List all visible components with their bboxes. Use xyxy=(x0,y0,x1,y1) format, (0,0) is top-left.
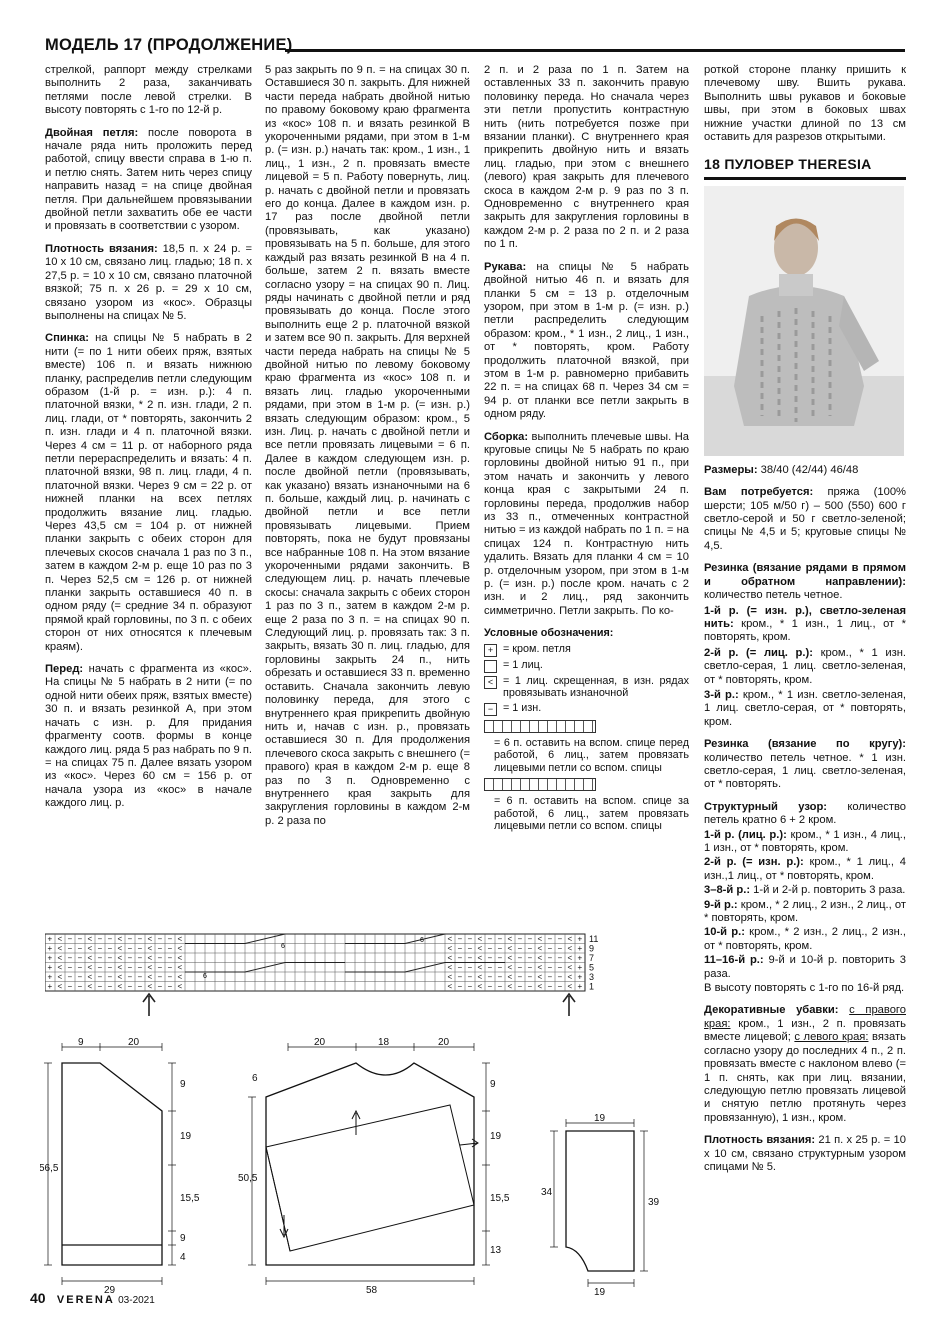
stitch-symbol: − xyxy=(127,972,133,982)
row-label: 7 xyxy=(589,953,595,963)
stitch-symbol: − xyxy=(547,963,553,972)
stitch-symbol: < xyxy=(477,944,483,953)
stitch-symbol: − xyxy=(167,934,173,944)
dim-label: 15,5 xyxy=(490,1193,510,1204)
stitch-symbol: < xyxy=(507,972,513,982)
dim-label: 19 xyxy=(180,1131,192,1142)
stitch-symbol: − xyxy=(547,934,553,944)
stitch-symbol: < xyxy=(567,963,573,972)
stitch-symbol: + xyxy=(47,982,53,991)
stitch-symbol: < xyxy=(117,963,123,972)
stitch-symbol: < xyxy=(57,982,63,991)
stitch-symbol: < xyxy=(537,953,543,963)
stitch-symbol: < xyxy=(147,953,153,963)
stitch-symbol: − xyxy=(527,963,533,972)
paragraph: 3–8-й р.: 1-й и 2-й р. повторить 3 раза. xyxy=(704,884,906,897)
stitch-symbol: < xyxy=(537,963,543,972)
stitch-symbol: − xyxy=(77,963,83,972)
stitch-symbol: − xyxy=(517,963,523,972)
twisted-stitch-icon: < xyxy=(484,676,497,689)
stitch-symbol: − xyxy=(487,944,493,953)
purl-stitch-icon: − xyxy=(484,703,497,716)
stitch-symbol: − xyxy=(527,944,533,953)
stitch-symbol: − xyxy=(97,963,103,972)
stitch-symbol: < xyxy=(567,934,573,944)
dim-label: 13 xyxy=(490,1245,502,1256)
stitch-symbol: < xyxy=(177,982,183,991)
stitch-symbol: < xyxy=(447,972,453,982)
stitch-symbol: − xyxy=(467,972,473,982)
stitch-symbol: − xyxy=(67,934,73,944)
stitch-symbol: − xyxy=(487,972,493,982)
stitch-symbol: < xyxy=(87,963,93,972)
stitch-symbol: − xyxy=(97,972,103,982)
stitch-chart xyxy=(45,930,605,1020)
stitch-symbol: < xyxy=(117,953,123,963)
stitch-symbol: − xyxy=(557,972,563,982)
stitch-symbol: − xyxy=(557,934,563,944)
stitch-symbol: − xyxy=(497,944,503,953)
edge-stitch-icon: + xyxy=(484,644,497,657)
dim-label: 9 xyxy=(180,1233,186,1244)
paragraph: Спинка: на спицы № 5 набрать в 2 нити (= по 1 нити обеих пряж, взятых вместе) 106 п. и вязать нижнюю планку, распределив петли следующим образом (1-й р. = изн. р.): 4 п. платочной вязки, * 2 п. изн. глади, 2 п. лиц. глади, от * повторять, закончить 2 п. изн. глади и 4 п. платочной вязки. Через 4 см = 11 р. от наборного ряда петли перераспределить и вязать: 4 п. платочной вязки, 98 п. лиц. глади, 4 п. платочной вязки. Через 9 см = 22 р. от нижней планки на всех петлях продолжить вязание лиц. гладью. Через 43,5 см = 104 р. от нижней планки закрыть с обеих сторон для плечевых скосов сначала 1 раз по 3 п., затем в каждом 2-м р. еще 10 раз по 3 п. Через 52,5 см = 126 р. от нижней планки закрыть оставшиеся 40 п. в одном ряду (= средние 34 п. образуют прямой край горловины, по 3 п. с обеих сторон от них относятся к плечевым краям). xyxy=(45,332,252,653)
stitch-symbol: + xyxy=(577,982,583,991)
stitch-symbol: < xyxy=(537,972,543,982)
stitch-symbol: − xyxy=(497,982,503,991)
stitch-symbol: − xyxy=(127,963,133,972)
header-rule xyxy=(285,49,905,52)
dim-label: 56,5 xyxy=(40,1163,59,1174)
stitch-symbol: < xyxy=(447,934,453,944)
stitch-symbol: − xyxy=(457,934,463,944)
stitch-symbol: − xyxy=(67,963,73,972)
paragraph: 9-й р.: кром., * 2 лиц., 2 изн., 2 лиц., от * повторять, кром. xyxy=(704,898,906,925)
stitch-symbol: − xyxy=(467,953,473,963)
stitch-symbol: < xyxy=(567,972,573,982)
stitch-symbol: − xyxy=(157,963,163,972)
stitch-symbol: − xyxy=(527,982,533,991)
dim-label: 20 xyxy=(128,1037,140,1048)
stitch-symbol: − xyxy=(517,944,523,953)
cable-front-icon xyxy=(484,720,596,733)
paragraph: 5 раз закрыть по 9 п. = на спицах 30 п. Оставшиеся 30 п. закрыть. Для нижней части переда набрать двойной нитью по правому боковому краю фрагмента из «кос» 108 п. и вязать резинкой В укороченными рядами, при этом в 1-м р. (= изн. р.) начать так: кром., 1 изн., 1 лиц., 1 изн., 2 п. провязать вместе лицевой = 5 п. Работу повернуть, лиц. р. начать с двойной петли и провязать его до конца. Далее в каждом изн. р. 17 раз после двойной петли (провязывать, как указано) провязывать на 5 п. больше, для этого каждый раз вязать резинкой В на 4 п. больше, затем 2 п. вязать вместе согласно узору = на спицах 90 п. Лиц. ряды начинать с двойной петли и ряд провязывать до конца. После этого выполнить еще 2 р. платочной вязкой и затем все 90 п. закрыть. Для верхней части переда набрать на спицы № 5 двойной нитью по левому боковому краю фрагмента из «кос» 108 п. и вязать лиц. гладью укороченными рядами, при этом в 1-м р. (= изн. р.) вязать следующим образом: кром., 5 изн. Лиц. р. начать с двойной петли и все петли провязать лицевыми = 6 п. Далее в каждом следующем изн. р. после двойной петли (провязывать, как указано) вязать изнаночными на 6 п. больше, каждый лиц. р. начинать с двойной петли и все петли провязывать лицевыми. Прием повторять, пока не будут провязаны все набранные 108 п. На этом вязание укороченными рядами закончить. В следующем лиц. р. начать плечевые скосы: сначала закрыть с обеих сторон 1 раз по 3 п., затем в каждом 2-м р. еще 2 раза по 3 п. = на спицах 90 п. Следующий лиц. р. провязать так: 3 п. закрыть, вязать 30 п. лиц. гладью, для горловины закрыть 24 п., нить обрезать и оставшиеся 33 п. временно оставить. Сначала закончить левую половинку переда, для этого с внутреннего края прикрепить двойную нить и, начав с изн. р., провязать оставшиеся 30 п. Для продолжения плечевого скоса закрыть с внешнего (= правого) края в каждом 2-м р. еще 8 раз по 3 п. Одновременно с внутреннего края закрыть для закругления горловины в каждом 2-м р. 2 раза по xyxy=(265,64,471,827)
stitch-symbol: − xyxy=(517,972,523,982)
stitch-symbol: + xyxy=(47,944,53,953)
stitch-symbol: < xyxy=(147,972,153,982)
stitch-symbol: − xyxy=(107,972,113,982)
stitch-symbol: − xyxy=(157,982,163,991)
stitch-symbol: − xyxy=(557,953,563,963)
stitch-symbol: − xyxy=(97,982,103,991)
stitch-symbol: − xyxy=(107,934,113,944)
stitch-symbol: − xyxy=(137,963,143,972)
stitch-symbol: − xyxy=(67,944,73,953)
stitch-symbol: < xyxy=(507,944,513,953)
stitch-symbol: − xyxy=(517,953,523,963)
dim-label: 4 xyxy=(180,1252,186,1263)
section-title: 18 ПУЛОВЕР THERESIA xyxy=(704,158,906,179)
stitch-symbol: < xyxy=(147,963,153,972)
stitch-symbol: − xyxy=(527,953,533,963)
stitch-symbol: + xyxy=(577,934,583,944)
knit-stitch-icon xyxy=(484,660,497,673)
stitch-symbol: − xyxy=(457,944,463,953)
stitch-chart-grid xyxy=(45,930,605,1020)
stitch-symbol: < xyxy=(537,982,543,991)
paragraph: Двойная петля: после поворота в начале ряда нить проложить перед работой, спицу ввести справа в 1-ю п. и петлю снять. Затем нить через спицу направить назад = на спице двойная петля. При дальнейшем провязывании двойной петли захватить обе ее части и провязать в соответствии с узором. xyxy=(45,126,252,233)
dim-label: 19 xyxy=(490,1131,502,1142)
stitch-symbol: < xyxy=(507,963,513,972)
dim-label: 19 xyxy=(594,1287,606,1298)
paragraph: 1-й р. (= изн. р.), светло-зеленая нить: кром., * 1 изн., 1 лиц., от * повторять, кром. xyxy=(704,604,906,644)
stitch-symbol: < xyxy=(87,934,93,944)
stitch-symbol: − xyxy=(167,982,173,991)
stitch-symbol: − xyxy=(77,982,83,991)
stitch-symbol: − xyxy=(97,934,103,944)
row-label: 3 xyxy=(589,972,595,982)
arrow-right-icon xyxy=(563,994,575,1016)
stitch-symbol: < xyxy=(447,982,453,991)
paragraph: 2-й р. (= изн. р.): кром., * 1 лиц., 4 изн.,1 лиц., от * повторять, кром. xyxy=(704,856,906,882)
stitch-symbol: − xyxy=(107,953,113,963)
stitch-symbol: − xyxy=(467,934,473,944)
model-photo xyxy=(704,186,904,456)
stitch-symbol: < xyxy=(117,982,123,991)
stitch-symbol: − xyxy=(167,972,173,982)
row-label: 1 xyxy=(589,981,595,992)
stitch-symbol: − xyxy=(137,982,143,991)
row-label: 9 xyxy=(589,943,595,954)
arrow-left-icon xyxy=(143,994,155,1016)
stitch-symbol: − xyxy=(127,944,133,953)
stitch-symbol: − xyxy=(557,982,563,991)
sleeve-schematic xyxy=(550,1119,648,1287)
paragraph: Перед: начать с фрагмента из «кос». На спицы № 5 набрать в 2 нити (= по одной нити обеих пряж, взятых вместе) 30 п. и вязать резинкой А, при этом начать с изн. р. Для придания фрагменту соотв. формы в конце каждого лиц. ряда 5 раз набрать по 9 п. = на спицах 75 п. Далее вязать узором из «кос». Через 60 см = 156 р. от начала узора из «кос» в начале каждого лиц. р. xyxy=(45,663,253,810)
column-4 xyxy=(704,64,906,1183)
stitch-symbol: − xyxy=(557,944,563,953)
legend-item: = 6 п. оставить на вспом. спице за работой, 6 лиц., затем провязать лицевыми петли со вспом. спицы xyxy=(484,777,689,832)
stitch-symbol: < xyxy=(117,972,123,982)
stitch-symbol: − xyxy=(547,972,553,982)
stitch-symbol: − xyxy=(97,953,103,963)
stitch-symbol: − xyxy=(467,944,473,953)
stitch-symbol: < xyxy=(567,953,573,963)
dim-label: 9 xyxy=(490,1079,496,1090)
row-label: 11 xyxy=(589,934,599,944)
paragraph: Резинка (вязание рядами в прямом и обратном направлении): количество петель четное. xyxy=(704,562,906,602)
dim-label: 58 xyxy=(366,1285,378,1296)
stitch-symbol: − xyxy=(547,944,553,953)
stitch-symbol: < xyxy=(57,963,63,972)
dim-label: 34 xyxy=(541,1187,553,1198)
stitch-symbol: + xyxy=(577,944,583,953)
column-3 xyxy=(484,64,689,833)
stitch-symbol: + xyxy=(47,972,53,982)
stitch-symbol: − xyxy=(167,963,173,972)
stitch-symbol: − xyxy=(487,953,493,963)
stitch-symbol: < xyxy=(57,953,63,963)
page-title: МОДЕЛЬ 17 (ПРОДОЛЖЕНИЕ) xyxy=(45,36,293,54)
stitch-symbol: < xyxy=(87,953,93,963)
stitch-symbol: − xyxy=(167,953,173,963)
stitch-symbol: < xyxy=(177,944,183,953)
stitch-symbol: < xyxy=(477,982,483,991)
dim-label: 20 xyxy=(314,1037,326,1048)
front-schematic xyxy=(248,1043,490,1285)
back-schematic xyxy=(44,1043,176,1285)
stitch-symbol: + xyxy=(577,963,583,972)
dim-label: 9 xyxy=(78,1037,84,1048)
stitch-symbol: − xyxy=(77,934,83,944)
cable-mark: 6 xyxy=(281,943,285,950)
paragraph: Рукава: на спицы № 5 набрать двойной нитью 46 п. и вязать для планки 5 см = 13 р. отделочным узором, при этом в 1-м р. (= изн. р.) петли распределить следующим образом: кром., * 1 изн., 2 лиц., 1 изн., от * повторять, кром. Работу продолжить платочной вязкой, при этом в 1-м р. равномерно прибавить 22 п. = на спицах 68 п. Через 34 см = 94 р. от планки все петли закрыть в одном ряду. xyxy=(484,260,689,421)
stitch-symbol: < xyxy=(507,934,513,944)
stitch-symbol: − xyxy=(157,934,163,944)
stitch-symbol: < xyxy=(117,944,123,953)
stitch-symbol: + xyxy=(577,953,583,963)
stitch-symbol: − xyxy=(107,982,113,991)
stitch-symbol: − xyxy=(157,953,163,963)
stitch-symbol: − xyxy=(557,963,563,972)
paragraph: роткой стороне планку пришить к плечевому шву. Вшить рукава. Выполнить швы рукавов и боковые швы, при этом в боковых швах нижние участки длиной по 13 см оставить для разрезов открытыми. xyxy=(704,64,906,144)
stitch-symbol: < xyxy=(447,963,453,972)
page-number: 40 xyxy=(30,1290,46,1306)
magazine-name: VERENA xyxy=(56,1294,115,1306)
stitch-symbol: < xyxy=(147,944,153,953)
dim-label: 18 xyxy=(378,1037,390,1048)
stitch-symbol: − xyxy=(67,972,73,982)
stitch-symbol: < xyxy=(87,982,93,991)
paragraph: Сборка: выполнить плечевые швы. На круговые спицы № 5 набрать по краю горловины двойной нитью 91 п., при этом начать и закончить у левого конца края с закрытыми 24 п. горловины переда, продолжив набор из 33 п., отмеченных контрастной нитью = из каждой набрать по 1 п. = на спицах 124 п. Контрастную нить удалить. Вязать для планки 4 см = 10 р. отделочным узором, при этом в 1-м р. (= изн. р.) после кром. начать с 2 изн. и 2 лиц., ряд закончить симметрично. Петли закрыть. По ко- xyxy=(484,430,689,617)
legend-item: = 1 лиц. xyxy=(484,659,689,673)
legend-item: + = кром. петля xyxy=(484,643,689,657)
stitch-symbol: < xyxy=(57,972,63,982)
stitch-symbol: < xyxy=(507,982,513,991)
stitch-symbol: − xyxy=(527,972,533,982)
legend-title: Условные обозначения: xyxy=(484,627,614,640)
dim-label: 6 xyxy=(252,1073,258,1084)
stitch-symbol: − xyxy=(487,963,493,972)
stitch-symbol: < xyxy=(177,972,183,982)
stitch-symbol: < xyxy=(537,934,543,944)
stitch-symbol: − xyxy=(157,972,163,982)
arrow-up-icon xyxy=(352,1111,360,1135)
stitch-symbol: − xyxy=(137,944,143,953)
stitch-symbol: < xyxy=(117,934,123,944)
stitch-symbol: − xyxy=(527,934,533,944)
paragraph: Резинка (вязание по кругу): количество петель четное. * 1 изн. светло-серая, 1 лиц. светло-зеленая, от * повторять. xyxy=(704,738,906,791)
stitch-symbol: + xyxy=(47,963,53,972)
stitch-symbol: < xyxy=(87,972,93,982)
dim-label: 29 xyxy=(104,1285,116,1296)
stitch-symbol: < xyxy=(507,953,513,963)
stitch-symbol: < xyxy=(177,934,183,944)
legend-item: = 6 п. оставить на вспом. спице перед работой, 6 лиц., затем провязать лицевыми петли со вспом. спицы xyxy=(484,719,689,774)
stitch-symbol: < xyxy=(177,963,183,972)
stitch-symbol: − xyxy=(127,934,133,944)
stitch-symbol: − xyxy=(457,972,463,982)
cable-mark: 6 xyxy=(420,937,424,944)
column-2 xyxy=(265,64,470,837)
stitch-symbol: + xyxy=(47,934,53,944)
stitch-symbol: − xyxy=(107,944,113,953)
stitch-symbol: < xyxy=(477,934,483,944)
stitch-symbol: − xyxy=(487,982,493,991)
paragraph: Вам потребуется: пряжа (100% шерсти; 105 м/50 г) – 500 (550) 600 г светло-серой и 50 г светло-зеленой; спицы № 4,5 и 5; круговые спицы № 4,5. xyxy=(704,486,906,552)
stitch-symbol: − xyxy=(457,963,463,972)
stitch-symbol: − xyxy=(457,953,463,963)
paragraph: Структурный узор: количество петель кратно 6 + 2 кром. xyxy=(704,800,906,827)
stitch-symbol: − xyxy=(127,982,133,991)
stitch-symbol: − xyxy=(497,953,503,963)
stitch-symbol: − xyxy=(487,934,493,944)
stitch-symbol: < xyxy=(177,953,183,963)
stitch-symbol: < xyxy=(447,953,453,963)
dim-label: 9 xyxy=(180,1079,186,1090)
stitch-symbol: < xyxy=(147,934,153,944)
stitch-symbol: − xyxy=(127,953,133,963)
stitch-symbol: + xyxy=(47,953,53,963)
dim-label: 50,5 xyxy=(238,1173,258,1184)
paragraph: 3-й р.: кром., * 1 изн. светло-зеленая, 1 лиц. светло-серая, от * повторять, кром. xyxy=(704,688,906,728)
stitch-symbol: − xyxy=(547,982,553,991)
stitch-symbol: < xyxy=(537,944,543,953)
stitch-symbol: − xyxy=(137,934,143,944)
paragraph: Плотность вязания: 21 п. х 25 р. = 10 х 10 см, связано структурным узором спицами № 5. xyxy=(704,1134,907,1173)
stitch-symbol: − xyxy=(497,934,503,944)
paragraph: В высоту повторять с 1-го по 16-й ряд. xyxy=(704,982,905,995)
stitch-symbol: − xyxy=(157,944,163,953)
paragraph: Плотность вязания: 18,5 п. х 24 р. = 10 х 10 см, связано лиц. гладью; 18 п. х 27,5 р. = 10 х 10 см, связано платочной вязкой; 75 п. х 26 р. = 29 х 10 см, связано узором из «кос». Образцы выполнены на спицах № 5. xyxy=(45,242,252,322)
stitch-symbol: − xyxy=(97,944,103,953)
legend xyxy=(484,627,689,833)
arrow-right-icon xyxy=(460,1139,478,1147)
stitch-symbol: − xyxy=(137,972,143,982)
cable-mark: 6 xyxy=(203,973,207,980)
stitch-symbol: − xyxy=(467,963,473,972)
stitch-symbol: − xyxy=(67,953,73,963)
stitch-symbol: < xyxy=(477,953,483,963)
stitch-symbol: < xyxy=(567,982,573,991)
dim-label: 15,5 xyxy=(180,1193,200,1204)
paragraph: 11–16-й р.: 9-й и 10-й р. повторить 3 раза. xyxy=(704,954,906,980)
cable-back-icon xyxy=(484,778,596,791)
stitch-symbol: − xyxy=(107,963,113,972)
stitch-symbol: − xyxy=(77,972,83,982)
pattern-diagrams xyxy=(40,1035,690,1300)
stitch-symbol: < xyxy=(477,972,483,982)
stitch-symbol: − xyxy=(467,982,473,991)
stitch-symbol: − xyxy=(167,944,173,953)
stitch-symbol: < xyxy=(57,944,63,953)
paragraph: 2 п. и 2 раза по 1 п. Затем на оставленных 33 п. закончить правую половинку переда. Но сначала через эти петли пропустить контрастную нить (нить потребуется позже при вязании планки). С внутреннего края прикрепить двойную нить и вязать лиц. гладью, при этом с внешнего (левого) края закрыть для плечевого скоса в каждом 2-м р. 9 раз по 3 п. Одновременно с внутреннего края закрыть для закругления горловины в каждом 2-м р. 2 раза по 2 п. и 2 раза по 1 п. xyxy=(484,64,689,251)
arrow-down-icon xyxy=(280,1215,288,1237)
legend-item: − = 1 изн. xyxy=(484,702,689,716)
stitch-symbol: < xyxy=(147,982,153,991)
paragraph: 2-й р. (= лиц. р.): кром., * 1 изн. светло-серая, 1 лиц. светло-зеленая, от * повторять, кром. xyxy=(704,646,906,686)
stitch-symbol: − xyxy=(497,963,503,972)
stitch-symbol: − xyxy=(77,944,83,953)
issue-number: 03-2021 xyxy=(118,1295,155,1306)
paragraph: стрелкой, раппорт между стрелками выполнить 2 раза, заканчивать петлями после левой стрелки. В высоту повторять с 1-го по 12-й р. xyxy=(45,64,252,117)
stitch-symbol: + xyxy=(577,972,583,982)
paragraph: 10-й р.: кром., * 2 изн., 2 лиц., 2 изн., от * повторять, кром. xyxy=(704,926,906,952)
stitch-symbol: − xyxy=(497,972,503,982)
stitch-symbol: − xyxy=(137,953,143,963)
column-1 xyxy=(45,64,252,820)
legend-item: < = 1 лиц. скрещенная, в изн. рядах провязывать изнаночной xyxy=(484,675,689,700)
paragraph: Декоративные убавки: с правого края: кром., 1 изн., 2 п. провязать вместе лицевой; с левого края: вязать согласно узору до последних 4 п., 2 п. провязать вместе с наклоном влево (= 1 п. снять, как при лиц. вязании, следующую петлю провязать лицевой и снятую петлю протянуть через провязанную), 1 изн., кром. xyxy=(704,1004,906,1124)
stitch-symbol: < xyxy=(477,963,483,972)
paragraph: Размеры: 38/40 (42/44) 46/48 xyxy=(704,463,859,476)
pattern-schematics xyxy=(40,1035,690,1300)
stitch-symbol: − xyxy=(517,982,523,991)
stitch-symbol: − xyxy=(67,982,73,991)
paragraph: 1-й р. (лиц. р.): кром., * 1 изн., 4 лиц., 1 изн., от * повторять, кром. xyxy=(704,828,906,854)
page-header xyxy=(45,36,905,58)
stitch-symbol: − xyxy=(457,982,463,991)
page-footer xyxy=(30,1290,155,1306)
dim-label: 19 xyxy=(594,1113,606,1124)
stitch-symbol: < xyxy=(87,944,93,953)
dim-label: 20 xyxy=(438,1037,450,1048)
stitch-symbol: < xyxy=(447,944,453,953)
stitch-symbol: − xyxy=(547,953,553,963)
model-photo-illustration xyxy=(704,186,904,456)
stitch-symbol: < xyxy=(57,934,63,944)
row-label: 5 xyxy=(589,962,595,973)
stitch-symbol: − xyxy=(77,953,83,963)
stitch-symbol: − xyxy=(517,934,523,944)
stitch-symbol: < xyxy=(567,944,573,953)
dim-label: 39 xyxy=(648,1197,660,1208)
